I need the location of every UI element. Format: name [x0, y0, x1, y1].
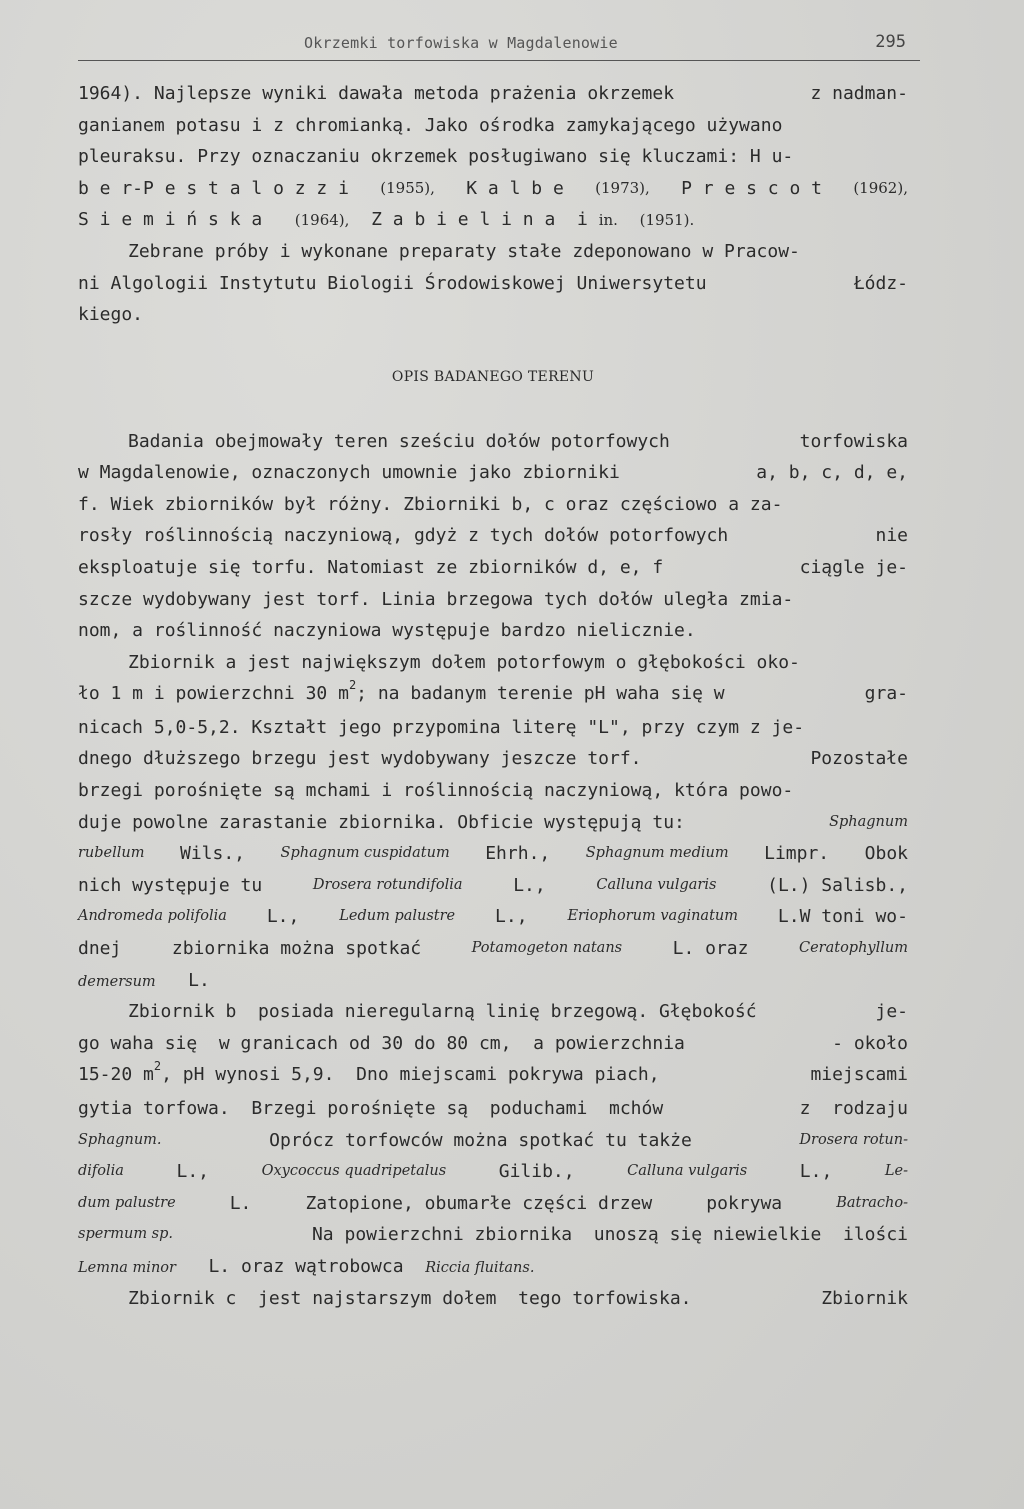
citation-year: (1955),: [380, 178, 435, 197]
body-text: [78, 78, 908, 1314]
section-heading: OPIS BADANEGO TERENU: [391, 369, 595, 386]
species-name: Batracho-: [836, 1194, 908, 1211]
species-name: Drosera rotun-: [799, 1131, 908, 1148]
text-line: go waha się w granicach od 30 do 80 cm, a powierzchnia - około: [78, 1032, 908, 1054]
superscript: 2: [153, 1059, 162, 1074]
running-title: Okrzemki torfowiska w Magdalenowie: [304, 34, 618, 52]
species-name: Andromeda polifolia: [78, 908, 227, 925]
species-name: spermum sp.: [78, 1226, 174, 1243]
text-line: [78, 173, 908, 205]
species-name: Calluna vulgaris: [627, 1163, 748, 1180]
text-line: rosły roślinnością naczyniową, gdyż z tych dołów potorfowych nie: [78, 525, 908, 547]
text-line: kiego.: [78, 304, 144, 326]
species-name: Eriophorum vaginatum: [567, 908, 738, 925]
text-line: brzegi porośnięte są mchami i roślinnością naczyniową, która powo-: [78, 780, 794, 802]
text-line: f. Wiek zbiorników był różny. Zbiorniki b, c oraz częściowo a za-: [78, 493, 783, 515]
text-line: dnego dłuższego brzegu jest wydobywany jeszcze torf. Pozostałe: [78, 748, 908, 770]
citation-year: (1962),: [853, 178, 908, 197]
text-line: w Magdalenowie, oznaczonych umownie jako zbiorniki a, b, c, d, e,: [78, 462, 908, 484]
text-line: szcze wydobywany jest torf. Linia brzegowa tych dołów uległa zmia-: [78, 588, 794, 610]
text-line: 1964). Najlepsze wyniki dawała metoda prażenia okrzemek z nadman-: [78, 83, 908, 104]
text-line: Lemna minor L. oraz wątrobowca Riccia fluitans.: [78, 1255, 535, 1277]
author-name: Z a b i e l i n a: [371, 209, 556, 231]
text-line: gytia torfowa. Brzegi porośnięte są poduchami mchów z rodzaju: [78, 1098, 908, 1119]
author-name: S i e m i ń s k a: [78, 209, 263, 231]
superscript: 2: [348, 678, 357, 693]
text-line: nich występuje tu Drosera rotundifolia L., Calluna vulgaris (L.) Salisb.,: [78, 870, 908, 902]
species-name: Ceratophyllum: [798, 940, 908, 957]
species-name: dum palustre: [78, 1194, 176, 1211]
text-line: Badania obejmowały teren sześciu dołów potorfowych torfowiska: [128, 430, 908, 452]
text-line: Zbiornik b posiada nieregularną linię brzegową. Głębokość je-: [128, 1001, 908, 1023]
text-line: dnej zbiornika można spotkać Potamogeton natans L. oraz Ceratophyllum: [78, 933, 908, 965]
species-name: Sphagnum medium: [585, 845, 729, 862]
species-name: Le-: [884, 1163, 908, 1180]
text-line: eksploatuje się torfu. Natomiast ze zbiorników d, e, f ciągle je-: [78, 556, 908, 578]
species-name: difolia: [78, 1163, 124, 1180]
text-line: ło 1 m i powierzchni 30 $m^2$; na badanym terenie pH waha się w gra-: [78, 678, 908, 705]
running-header: [78, 30, 920, 61]
author-name: K a l b e: [466, 177, 564, 199]
text-line: duje powolne zarastanie zbiornika. Obficie występują tu: Sphagnum: [78, 807, 908, 839]
citation-year: (1973),: [595, 178, 650, 197]
text-line: ni Algologii Instytutu Biologii Środowiskowej Uniwersytetu Łódz-: [78, 272, 908, 294]
page-number: 295: [875, 32, 906, 52]
species-name: Sphagnum: [829, 813, 908, 830]
species-name: Calluna vulgaris: [596, 876, 717, 893]
species-name: Riccia fluitans.: [425, 1259, 535, 1276]
species-name: rubellum: [78, 845, 145, 862]
text-line: nom, a roślinność naczyniowa występuje bardzo nielicznie.: [78, 620, 696, 642]
text-line: Andromeda polifolia L., Ledum palustre L., Eriophorum vaginatum L.W toni wo-: [78, 901, 908, 933]
text-line: demersum L.: [78, 969, 210, 991]
text-line: nicach 5,0-5,2. Kształt jego przypomina literę "L", przy czym z je-: [78, 716, 805, 738]
text-line: Zbiornik a jest największym dołem potorfowym o głębokości oko-: [128, 651, 800, 673]
species-name: Sphagnum cuspidatum: [280, 845, 450, 862]
text-line: spermum sp. Na powierzchni zbiornika unoszą się niewielkie ilości: [78, 1219, 908, 1251]
author-name: P r e s c o t: [681, 177, 822, 199]
text-line: S i e m i ń s k a (1964), Z a b i e l i n a i in. (1951).: [78, 209, 695, 231]
species-name: Lemna minor: [78, 1259, 176, 1276]
text-line: Zebrane próby i wykonane preparaty stałe zdeponowano w Pracow-: [128, 240, 800, 262]
species-name: Ledum palustre: [339, 908, 456, 925]
species-name: Potamogeton natans: [471, 940, 623, 957]
text-line: 15-20 $m^2$, pH wynosi 5,9. Dno miejscami pokrywa piach, miejscami: [78, 1059, 908, 1086]
text-line: ganianem potasu i z chromianką. Jako ośrodka zamykającego używano: [78, 114, 783, 136]
citation-year: (1951).: [639, 211, 695, 230]
text-line: pleuraksu. Przy oznaczaniu okrzemek posługiwano się kluczami: H u-: [78, 146, 794, 168]
text-line: rubellum Wils., Sphagnum cuspidatum Ehrh., Sphagnum medium Limpr. Obok: [78, 838, 908, 870]
text-line: Zbiornik c jest najstarszym dołem tego torfowiska. Zbiornik: [128, 1287, 908, 1309]
species-name: Oxycoccus quadripetalus: [261, 1163, 447, 1180]
species-name: Drosera rotundifolia: [312, 876, 463, 893]
author-name: b e r-P e s t a l o z z i: [78, 177, 349, 199]
species-name: Sphagnum.: [78, 1131, 162, 1148]
citation-year: (1964),: [294, 211, 350, 230]
text-line: difolia L., Oxycoccus quadripetalus Gilib., Calluna vulgaris L., Le-: [78, 1156, 908, 1188]
text-line: dum palustre L. Zatopione, obumarłe części drzew pokrywa Batracho-: [78, 1188, 908, 1220]
text-line: Sphagnum. Oprócz torfowców można spotkać tu także Drosera rotun-: [78, 1125, 908, 1157]
species-name: demersum: [78, 973, 156, 990]
